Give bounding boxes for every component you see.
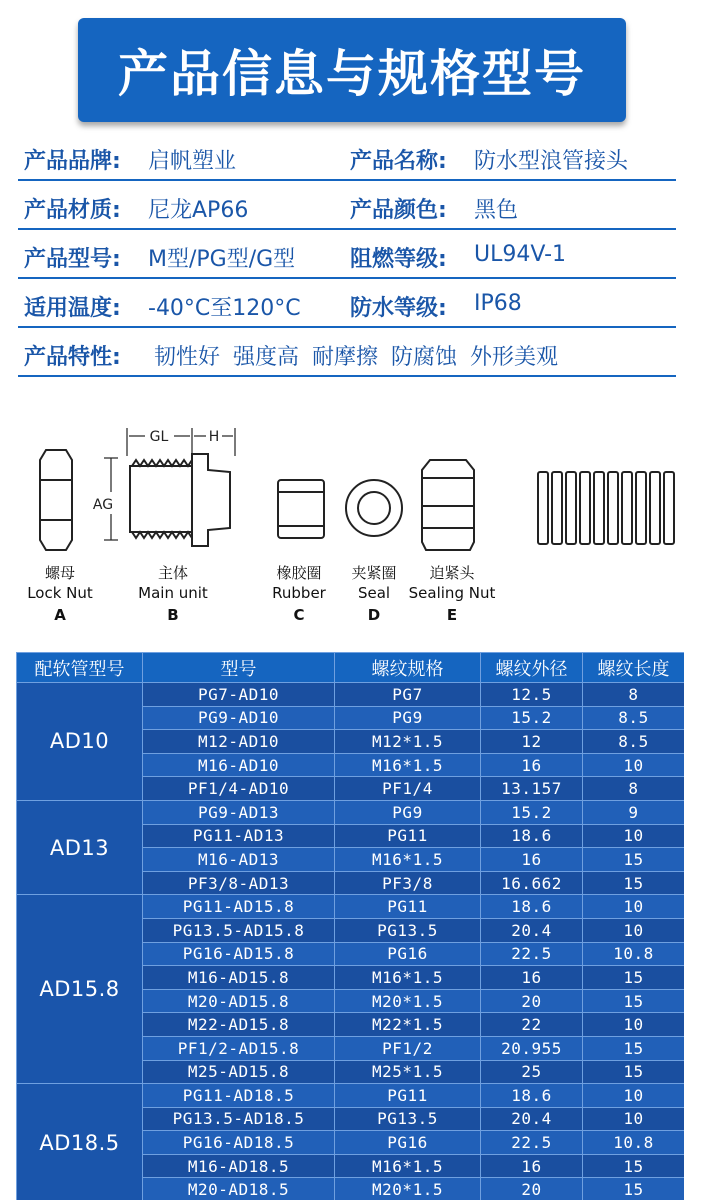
corrugated-pipe-icon: [538, 472, 674, 544]
rubber-ring-icon: [278, 480, 324, 538]
thread-spec-cell: M22*1.5: [335, 1013, 481, 1037]
thread-length-cell: 15: [583, 848, 685, 872]
thread-length-cell: 15: [583, 1036, 685, 1060]
thread-length-cell: 8: [583, 683, 685, 707]
table-header-row: [17, 653, 685, 683]
table-body: [17, 683, 685, 1200]
spec-row: [18, 279, 676, 328]
spec-label: 产品颜色:: [350, 198, 447, 223]
thread-spec-cell: PG13.5: [335, 1107, 481, 1131]
thread-length-cell: 8.5: [583, 706, 685, 730]
thread-diameter-cell: 20.955: [481, 1036, 583, 1060]
thread-diameter-cell: 20.4: [481, 1107, 583, 1131]
spec-value: 韧性好 强度高 耐摩擦 防腐蚀 外形美观: [154, 345, 558, 370]
thread-spec-cell: PG16: [335, 1131, 481, 1155]
table-row: [17, 1084, 685, 1108]
model-cell: PG11-AD13: [143, 824, 335, 848]
thread-spec-cell: M16*1.5: [335, 848, 481, 872]
spec-value: -40°C至120°C: [148, 296, 301, 321]
column-header: 螺纹外径: [481, 653, 583, 683]
model-cell: PG11-AD15.8: [143, 895, 335, 919]
thread-diameter-cell: 16: [481, 966, 583, 990]
thread-diameter-cell: 12: [481, 730, 583, 754]
thread-length-cell: 15: [583, 989, 685, 1013]
model-cell: M16-AD15.8: [143, 966, 335, 990]
spec-label: 产品品牌:: [24, 149, 121, 174]
thread-spec-cell: M20*1.5: [335, 989, 481, 1013]
thread-length-cell: 10: [583, 1013, 685, 1037]
spec-label: 阻燃等级:: [350, 247, 447, 272]
thread-spec-cell: PF1/2: [335, 1036, 481, 1060]
model-cell: PF1/2-AD15.8: [143, 1036, 335, 1060]
part-en: Rubber: [272, 584, 326, 602]
spec-value: UL94V-1: [474, 242, 567, 267]
thread-diameter-cell: 22.5: [481, 1131, 583, 1155]
thread-length-cell: 8.5: [583, 730, 685, 754]
spec-label: 产品名称:: [350, 149, 447, 174]
model-cell: PG9-AD13: [143, 800, 335, 824]
thread-length-cell: 15: [583, 966, 685, 990]
part-letter: B: [167, 606, 179, 624]
spec-value: 尼龙AP66: [148, 198, 249, 223]
thread-length-cell: 9: [583, 800, 685, 824]
thread-diameter-cell: 25: [481, 1060, 583, 1084]
spec-row: [18, 230, 676, 279]
thread-diameter-cell: 22.5: [481, 942, 583, 966]
spec-value: 黑色: [474, 198, 519, 223]
thread-length-cell: 8: [583, 777, 685, 801]
hose-model-cell: AD18.5: [17, 1084, 143, 1200]
thread-spec-cell: PG7: [335, 683, 481, 707]
model-cell: PG16-AD18.5: [143, 1131, 335, 1155]
thread-diameter-cell: 18.6: [481, 1084, 583, 1108]
thread-diameter-cell: 16.662: [481, 871, 583, 895]
part-label-c: [259, 563, 339, 625]
seal-ring-icon: [346, 480, 402, 536]
part-letter: A: [54, 606, 66, 624]
part-cn: 主体: [157, 564, 188, 582]
hose-model-cell: AD10: [17, 683, 143, 801]
thread-spec-cell: PF3/8: [335, 871, 481, 895]
part-cn: 夹紧圈: [351, 564, 397, 582]
table-row: [17, 800, 685, 824]
thread-length-cell: 10: [583, 918, 685, 942]
part-cn: 橡胶圈: [276, 564, 322, 582]
thread-length-cell: 10: [583, 1107, 685, 1131]
column-header: 螺纹规格: [335, 653, 481, 683]
thread-length-cell: 10: [583, 895, 685, 919]
thread-diameter-cell: 18.6: [481, 824, 583, 848]
thread-diameter-cell: 13.157: [481, 777, 583, 801]
thread-diameter-cell: 16: [481, 1154, 583, 1178]
part-letter: D: [367, 606, 381, 624]
spec-label: 产品型号:: [24, 247, 121, 272]
thread-spec-cell: PG11: [335, 824, 481, 848]
thread-diameter-cell: 18.6: [481, 895, 583, 919]
column-header: 配软管型号: [17, 653, 143, 683]
main-unit-icon: [130, 454, 230, 546]
model-cell: PG13.5-AD18.5: [143, 1107, 335, 1131]
column-header: 型号: [143, 653, 335, 683]
thread-diameter-cell: 16: [481, 848, 583, 872]
thread-length-cell: 10: [583, 753, 685, 777]
thread-spec-cell: M20*1.5: [335, 1178, 481, 1200]
part-letter: C: [293, 606, 305, 624]
spec-value: 启帆塑业: [148, 149, 237, 174]
part-label-d: [340, 563, 408, 625]
column-header: 螺纹长度: [583, 653, 685, 683]
thread-spec-cell: M16*1.5: [335, 1154, 481, 1178]
thread-length-cell: 10.8: [583, 942, 685, 966]
part-en: Main unit: [138, 584, 208, 602]
model-cell: M22-AD15.8: [143, 1013, 335, 1037]
spec-row: [18, 328, 676, 377]
model-cell: M16-AD10: [143, 753, 335, 777]
spec-table: [16, 652, 684, 1200]
model-cell: M12-AD10: [143, 730, 335, 754]
thread-length-cell: 10: [583, 824, 685, 848]
thread-diameter-cell: 12.5: [481, 683, 583, 707]
thread-spec-cell: M16*1.5: [335, 966, 481, 990]
hose-model-cell: AD13: [17, 800, 143, 894]
thread-spec-cell: PF1/4: [335, 777, 481, 801]
spec-label: 产品特性:: [24, 345, 121, 370]
title-banner: [78, 18, 626, 122]
thread-spec-cell: PG11: [335, 1084, 481, 1108]
thread-diameter-cell: 15.2: [481, 800, 583, 824]
model-cell: M16-AD13: [143, 848, 335, 872]
part-en: Sealing Nut: [408, 584, 496, 602]
thread-length-cell: 10.8: [583, 1131, 685, 1155]
model-cell: PG16-AD15.8: [143, 942, 335, 966]
model-cell: M25-AD15.8: [143, 1060, 335, 1084]
parts-drawing: [0, 410, 702, 560]
model-cell: PG9-AD10: [143, 706, 335, 730]
part-en: Lock Nut: [27, 584, 93, 602]
part-label-a: [20, 563, 100, 625]
thread-diameter-cell: 20.4: [481, 918, 583, 942]
model-cell: M20-AD18.5: [143, 1178, 335, 1200]
part-letter: E: [446, 606, 458, 624]
dim-h-label: H: [208, 429, 220, 445]
spec-label: 防水等级:: [350, 296, 447, 321]
lock-nut-icon: [40, 450, 72, 550]
table-row: [17, 683, 685, 707]
spec-label: 适用温度:: [24, 296, 121, 321]
thread-diameter-cell: 22: [481, 1013, 583, 1037]
thread-spec-cell: PG9: [335, 800, 481, 824]
thread-diameter-cell: 15.2: [481, 706, 583, 730]
thread-length-cell: 15: [583, 1060, 685, 1084]
thread-spec-cell: M12*1.5: [335, 730, 481, 754]
thread-diameter-cell: 16: [481, 753, 583, 777]
part-en: Seal: [357, 584, 391, 602]
model-cell: PG13.5-AD15.8: [143, 918, 335, 942]
model-cell: PF1/4-AD10: [143, 777, 335, 801]
dim-gl-label: GL: [149, 429, 169, 445]
part-cn: 螺母: [44, 564, 75, 582]
spec-row: [18, 132, 676, 181]
dim-ag-label: AG: [92, 497, 114, 513]
part-label-b: [127, 563, 219, 625]
thread-spec-cell: M16*1.5: [335, 753, 481, 777]
hose-model-cell: AD15.8: [17, 895, 143, 1084]
thread-length-cell: 15: [583, 1154, 685, 1178]
model-cell: M20-AD15.8: [143, 989, 335, 1013]
table-row: [17, 895, 685, 919]
thread-spec-cell: PG11: [335, 895, 481, 919]
thread-spec-cell: PG16: [335, 942, 481, 966]
thread-length-cell: 15: [583, 871, 685, 895]
spec-value: 防水型浪管接头: [474, 149, 629, 174]
spec-row: [18, 181, 676, 230]
model-cell: PG11-AD18.5: [143, 1084, 335, 1108]
thread-spec-cell: M25*1.5: [335, 1060, 481, 1084]
model-cell: PG7-AD10: [143, 683, 335, 707]
model-cell: PF3/8-AD13: [143, 871, 335, 895]
spec-value: IP68: [474, 291, 522, 316]
parts-diagram: [0, 410, 702, 640]
thread-length-cell: 15: [583, 1178, 685, 1200]
page-title: 产品信息与规格型号: [118, 45, 586, 103]
part-label-e: [404, 563, 500, 625]
spec-value: M型/PG型/G型: [148, 247, 296, 272]
spec-label: 产品材质:: [24, 198, 121, 223]
thread-length-cell: 10: [583, 1084, 685, 1108]
spec-list: [18, 132, 676, 377]
thread-diameter-cell: 20: [481, 989, 583, 1013]
thread-spec-cell: PG9: [335, 706, 481, 730]
sealing-nut-icon: [422, 460, 474, 550]
model-cell: M16-AD18.5: [143, 1154, 335, 1178]
part-cn: 迫紧头: [429, 564, 475, 582]
thread-spec-cell: PG13.5: [335, 918, 481, 942]
thread-diameter-cell: 20: [481, 1178, 583, 1200]
